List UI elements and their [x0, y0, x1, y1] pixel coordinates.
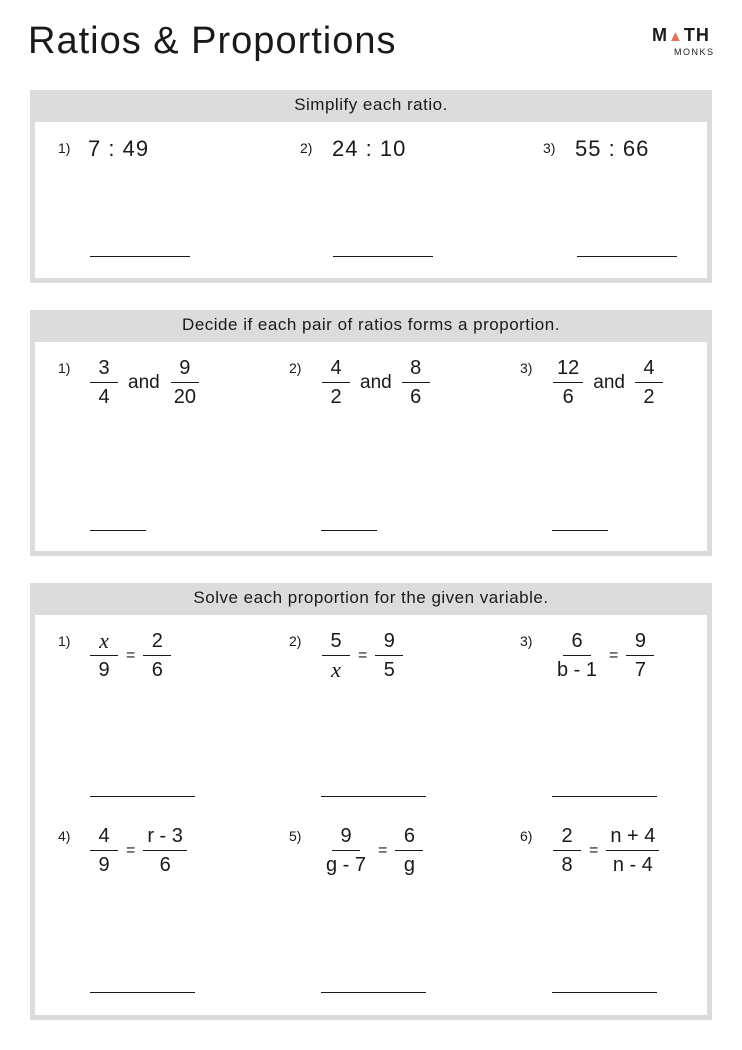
proportion-equation [320, 629, 405, 682]
answer-line[interactable] [90, 992, 195, 993]
ratio-expression [88, 136, 149, 162]
problem-number: 6) [520, 828, 533, 844]
answer-line[interactable] [333, 256, 433, 257]
ratio-expression [575, 136, 649, 162]
answer-line[interactable] [90, 256, 190, 257]
section-solve-proportion [30, 583, 712, 1020]
ratio-left: 55 [575, 136, 602, 161]
problem-number: 4) [58, 828, 71, 844]
fraction: $\frac{8}{6}$ [402, 356, 430, 409]
equals-sign: = [126, 841, 136, 859]
fraction: $\frac{3}{4}$ [90, 356, 118, 409]
section-decide-proportion [30, 310, 712, 556]
ratio-right: 66 [622, 136, 650, 161]
and-word: and [593, 371, 625, 393]
fraction: $\frac{5}{x}$ [322, 629, 350, 682]
equals-sign: = [589, 841, 599, 859]
answer-line[interactable] [552, 992, 657, 993]
section-heading: Solve each proportion for the given variable. [193, 588, 549, 607]
fraction: $\frac{9}{7}$ [626, 629, 654, 682]
fraction: $\frac{n + 4}{n - 4}$ [606, 824, 659, 877]
proportion-equation [320, 824, 425, 877]
proportion-pair [551, 356, 665, 409]
fraction: $\frac{2}{8}$ [553, 824, 581, 877]
math-monks-logo [652, 26, 722, 60]
section-heading: Simplify each ratio. [294, 95, 448, 114]
fraction: $\frac{2}{6}$ [143, 629, 171, 682]
answer-line[interactable] [90, 796, 195, 797]
fraction: $\frac{6}{g}$ [395, 824, 423, 877]
section-body [35, 342, 707, 551]
section-simplify-ratios [30, 90, 712, 283]
problem-number: 2) [300, 140, 313, 156]
ratio-left: 24 [332, 136, 359, 161]
fraction: $\frac{12}{6}$ [553, 356, 583, 409]
logo-text-pre: M [652, 25, 668, 45]
fraction: $\frac{4}{9}$ [90, 824, 118, 877]
and-word: and [360, 371, 392, 393]
logo-subtitle: MONKS [674, 47, 715, 57]
fraction: $\frac{6}{b - 1}$ [557, 630, 598, 681]
fraction: $\frac{4}{2}$ [635, 356, 663, 409]
proportion-equation [88, 629, 173, 682]
problem-number: 2) [289, 633, 302, 649]
ratio-expression [332, 136, 406, 162]
section-body [35, 122, 707, 278]
page-title: Ratios & Proportions [28, 20, 397, 62]
fraction: $\frac{x}{9}$ [90, 629, 118, 682]
problem-number: 3) [543, 140, 556, 156]
problem-number: 1) [58, 360, 71, 376]
fraction: $\frac{9}{g - 7}$ [326, 825, 367, 876]
section-heading: Decide if each pair of ratios forms a proportion. [182, 315, 560, 334]
answer-line[interactable] [577, 256, 677, 257]
problem-number: 1) [58, 140, 71, 156]
fraction: $\frac{9}{5}$ [375, 629, 403, 682]
ratio-left: 7 [88, 136, 102, 161]
answer-line[interactable] [321, 530, 377, 531]
ratio-separator: : [108, 136, 116, 161]
equals-sign: = [126, 646, 136, 664]
proportion-pair [88, 356, 202, 409]
proportion-pair [320, 356, 432, 409]
fraction: $\frac{9}{20}$ [170, 356, 200, 409]
answer-line[interactable] [321, 796, 426, 797]
problem-number: 2) [289, 360, 302, 376]
ratio-right: 10 [379, 136, 407, 161]
ratio-right: 49 [122, 136, 150, 161]
answer-line[interactable] [552, 530, 608, 531]
problem-number: 1) [58, 633, 71, 649]
equals-sign: = [378, 841, 388, 859]
problem-number: 3) [520, 633, 533, 649]
proportion-equation [551, 629, 656, 682]
equals-sign: = [358, 646, 368, 664]
equals-sign: = [609, 646, 619, 664]
and-word: and [128, 371, 160, 393]
section-body [35, 615, 707, 1015]
answer-line[interactable] [552, 796, 657, 797]
fraction: $\frac{4}{2}$ [322, 356, 350, 409]
answer-line[interactable] [90, 530, 146, 531]
proportion-equation [551, 824, 661, 877]
fraction: $\frac{r - 3}{6}$ [143, 824, 187, 877]
logo-text-post: TH [683, 25, 710, 45]
answer-line[interactable] [321, 992, 426, 993]
proportion-equation [88, 824, 189, 877]
problem-number: 3) [520, 360, 533, 376]
ratio-separator: : [608, 136, 616, 161]
ratio-separator: : [365, 136, 373, 161]
problem-number: 5) [289, 828, 302, 844]
logo-triangle-icon: ▲ [668, 28, 684, 45]
